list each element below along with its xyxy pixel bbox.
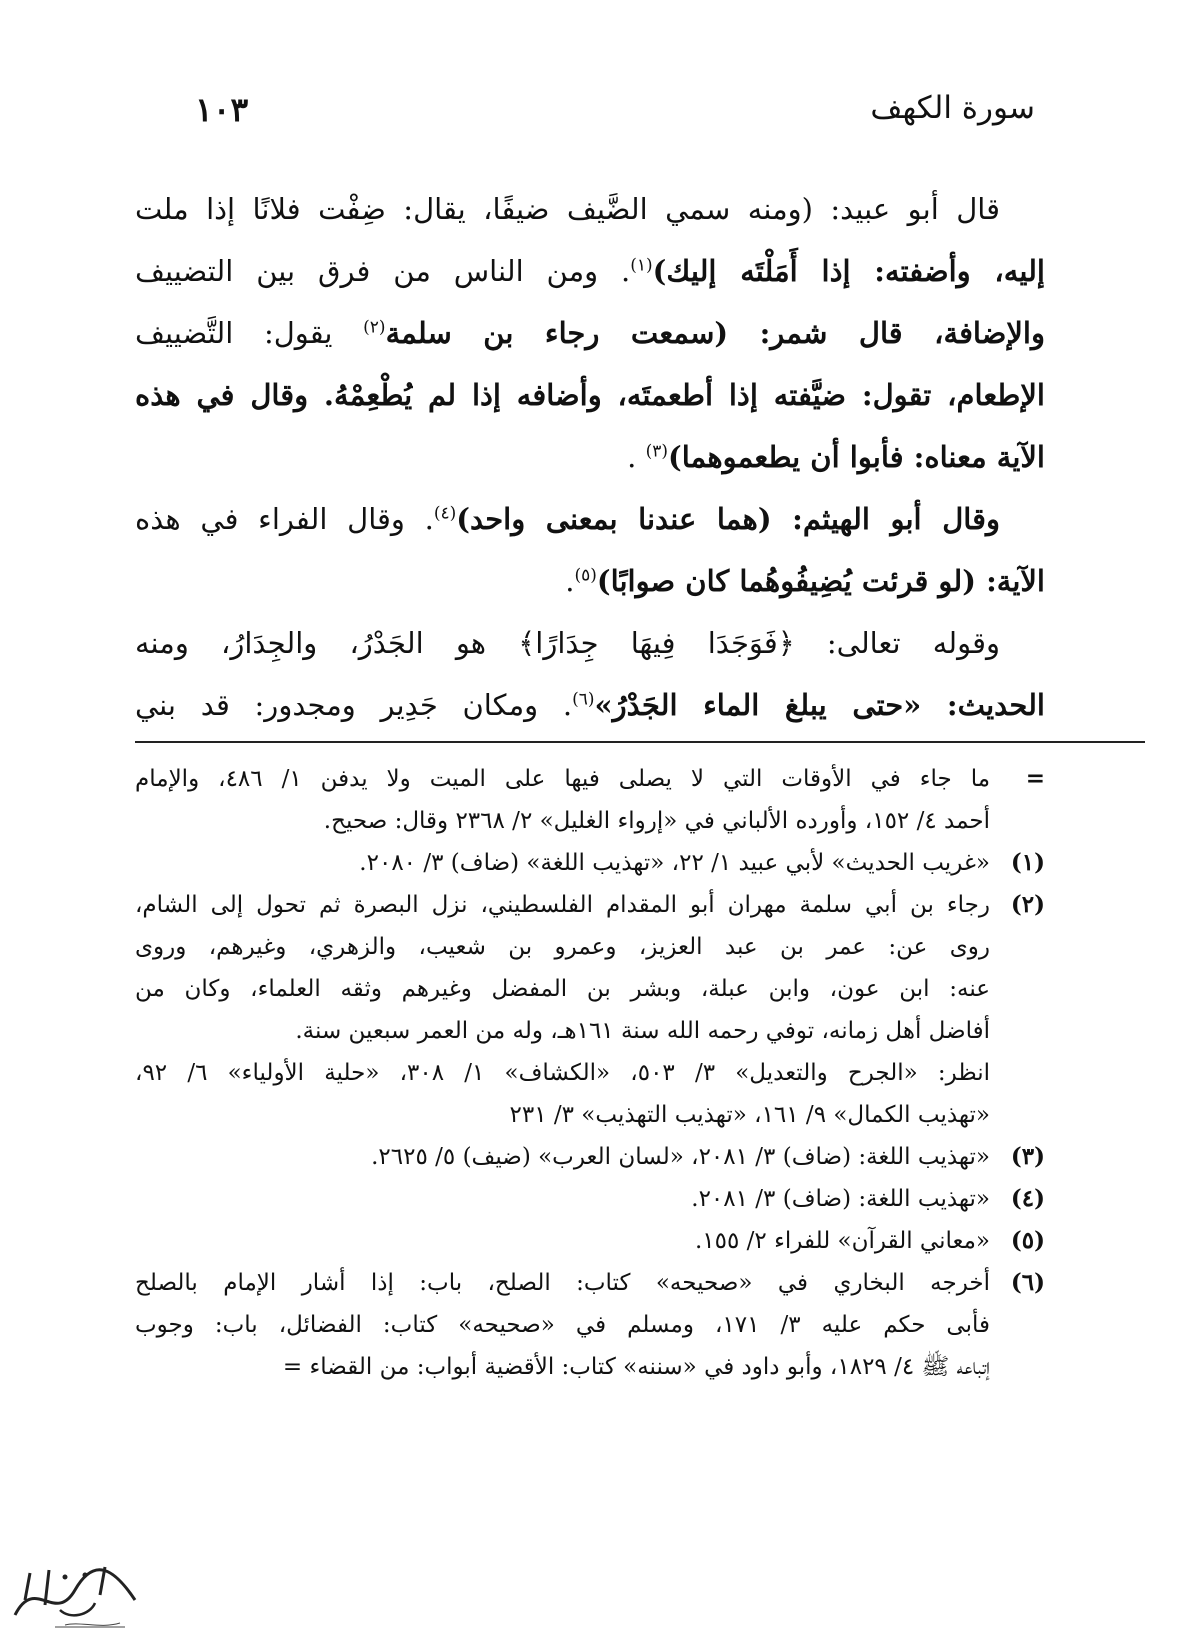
footnote-1: (١) «غريب الحديث» لأبي عبيد ١/ ٢٢، «تهذيب اللغة» (ضاف) ٣/ ٢٠٨٠.: [135, 842, 1045, 884]
footnote-ref[interactable]: (٦): [572, 689, 595, 710]
paragraph: وقوله تعالى: ﴿فَوَجَدَا فِيهَا جِدَارًا﴾ هو الجَدْرُ، والجِدَارُ، ومنه: [135, 626, 1000, 660]
footnote-6: (٦) أخرجه البخاري في «صحيحه» كتاب: الصلح، باب: إذا أشار الإمام بالصلح فأبى حكم عليه ٣/ ١٧١، ومسلم في «صحيحه» كتاب: الفضائل، باب: وجوب إتباعه ﷺ ٤/ ١٨٢٩، وأبو داود في «سننه» كتاب: الأقضية أبواب: من القضاء =: [135, 1262, 1045, 1388]
paragraph-line: الإطعام، تقول: ضيَّفته إذا أطعمتَه، وأضافه إذا لم يُطْعِمْهُ. وقال في هذه: [135, 378, 1045, 412]
footnote-number: (٥): [1010, 1227, 1045, 1254]
footnote-ref[interactable]: (١): [630, 255, 653, 276]
footnote-continuation: = ما جاء في الأوقات التي لا يصلى فيها على الميت ولا يدفن ١/ ٤٨٦، والإمام أحمد ٤/ ١٥٢، وأورده الألباني في «إرواء الغليل» ٢/ ٢٣٦٨ وقال: صحيح.: [135, 758, 1045, 842]
surah-title: سورة الكهف: [870, 90, 1035, 126]
paragraph-line: الآية معناه: فأبوا أن يطعموهما)$^{(٣)}$ .: [627, 440, 1045, 474]
footnote-number: (٦): [1010, 1269, 1045, 1296]
paragraph-line: إليه، وأضفته: إذا أَمَلْتَه إليك)$^{(١)}$. ومن الناس من فرق بين التضييف: [135, 254, 1045, 288]
main-text: [135, 178, 1045, 736]
footnote-ref[interactable]: (٤): [433, 503, 457, 524]
paragraph: وقال أبو الهيثم: (هما عندنا بمعنى واحد)$^{(٤)}$. وقال الفراء في هذه: [135, 502, 1000, 536]
continuation-mark: =: [1025, 765, 1045, 792]
paragraph: قال أبو عبيد: (ومنه سمي الضَّيف ضيفًا، يقال: ضِفْت فلانًا إذا ملت: [135, 192, 1000, 226]
paragraph-line: الآية: (لو قرئت يُضِيفُوهُما كان صوابًا)$^{(٥)}$.: [565, 564, 1045, 598]
footnote-5: (٥) «معاني القرآن» للفراء ٢/ ١٥٥.: [135, 1220, 1045, 1262]
footnote-ref[interactable]: (٥): [574, 565, 597, 586]
footnote-divider: [135, 741, 1145, 743]
page-number: ١٠٣: [195, 90, 249, 129]
footnote-ref[interactable]: (٣): [645, 441, 668, 462]
footnote-ref[interactable]: (٢): [363, 317, 386, 338]
publisher-logo: [5, 1555, 155, 1635]
footnote-2: (٢) رجاء بن أبي سلمة مهران أبو المقدام الفلسطيني، نزل البصرة ثم تحول إلى الشام، روى عن: عمر بن عبد العزيز، وعمرو بن شعيب، والزهري، وغيرهم، وروى عنه: ابن عون، وابن عبلة، وبشر بن المفضل وغيرهم وثقه العلماء، وكان من أفاضل أهل زمانه، توفي رحمه الله سنة ١٦١هـ، وله من العمر سبعين سنة. انظر: «الجرح والتعديل» ٣/ ٥٠٣، «الكشاف» ١/ ٣٠٨، «حلية الأولياء» ٦/ ٩٢، «تهذيب الكمال» ٩/ ١٦١، «تهذيب التهذيب» ٣/ ٢٣١: [135, 884, 1045, 1136]
footnote-number: (٣): [1010, 1143, 1045, 1170]
footnote-number: (٤): [1010, 1185, 1045, 1212]
paragraph-line: الحديث: «حتى يبلغ الماء الجَدْرُ»$^{(٦)}$. ومكان جَدِير ومجدور: قد بني: [135, 688, 1045, 722]
footnote-4: (٤) «تهذيب اللغة: (ضاف) ٣/ ٢٠٨١.: [135, 1178, 1045, 1220]
footnote-number: (٢): [1010, 891, 1045, 918]
footnotes: [135, 758, 1045, 1388]
footnote-number: (١): [1010, 849, 1045, 876]
page-header: [195, 90, 1035, 140]
paragraph-line: والإضافة، قال شمر: (سمعت رجاء بن سلمة$^{(٢)}$ يقول: التَّضييف: [135, 316, 1045, 350]
footnote-3: (٣) «تهذيب اللغة: (ضاف) ٣/ ٢٠٨١، «لسان العرب» (ضيف) ٥/ ٢٦٢٥.: [135, 1136, 1045, 1178]
